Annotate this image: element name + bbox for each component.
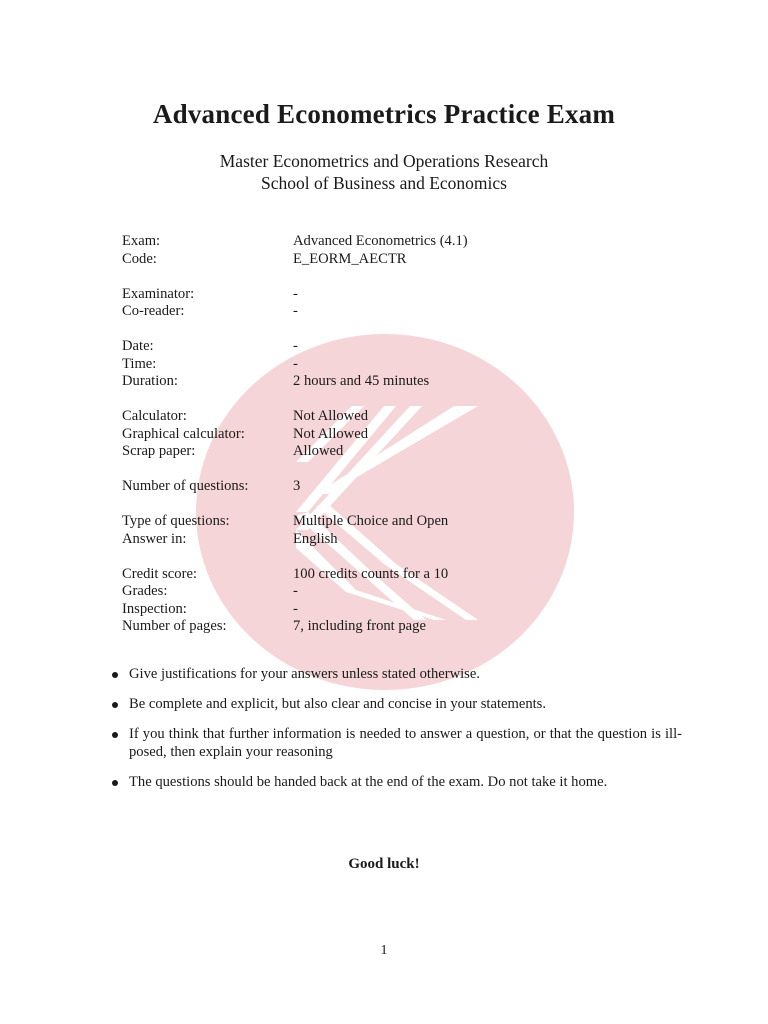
bullet-icon [112, 672, 118, 678]
closing-message: Good luck! [348, 856, 420, 872]
page-number: 1 [380, 943, 388, 958]
info-value: - [293, 338, 298, 354]
info-label: Co-reader: [122, 303, 185, 319]
instruction-text: The questions should be handed back at the end of the exam. Do not take it home. [129, 774, 608, 790]
page-title: Advanced Econometrics Practice Exam [152, 99, 616, 129]
info-value: Not Allowed [293, 425, 368, 442]
info-label: Exam: [122, 233, 161, 249]
list-item [112, 773, 682, 791]
info-value: English [293, 530, 338, 547]
info-value: 100 credits counts for a 10 [293, 565, 449, 582]
info-value: Not Allowed [293, 408, 368, 424]
instruction-text: If you think that further information is needed to answer a question, or that the question is ill-posed, then explain your reasoning [129, 726, 682, 760]
info-label: Code: [122, 250, 157, 267]
info-label: Grades: [122, 583, 168, 599]
info-value: E_EORM_AECTR [293, 250, 407, 267]
info-value: - [293, 355, 298, 372]
info-value: 2 hours and 45 minutes [293, 373, 430, 389]
info-label: Type of questions: [122, 513, 230, 529]
info-value: Advanced Econometrics (4.1) [293, 233, 468, 249]
info-value: - [293, 303, 298, 319]
info-label: Number of questions: [122, 478, 249, 494]
list-item [112, 695, 682, 713]
info-label: Graphical calculator: [122, 425, 245, 442]
list-item [112, 665, 682, 683]
info-value: Multiple Choice and Open [293, 513, 449, 529]
list-item [112, 725, 682, 761]
info-value: - [293, 600, 298, 617]
school-name: School of Business and Economics [261, 173, 507, 193]
info-label: Scrap paper: [122, 443, 196, 459]
info-value: 7, including front page [293, 618, 426, 634]
info-value: - [293, 285, 298, 302]
bullet-icon [112, 732, 118, 738]
bullet-icon [112, 702, 118, 708]
program-name: Master Econometrics and Operations Research [219, 151, 549, 171]
info-label: Calculator: [122, 408, 187, 424]
bullet-icon [112, 780, 118, 786]
instructions-list [112, 665, 682, 803]
info-value: Allowed [293, 443, 344, 459]
info-label: Examinator: [122, 285, 195, 302]
info-value: - [293, 583, 298, 599]
info-label: Answer in: [122, 530, 187, 547]
info-label: Number of pages: [122, 618, 227, 634]
info-label: Credit score: [122, 565, 197, 582]
info-label: Date: [122, 338, 154, 354]
instruction-text: Give justifications for your answers unless stated otherwise. [129, 666, 480, 682]
info-value: 3 [293, 478, 301, 494]
info-label: Duration: [122, 373, 178, 389]
info-label: Inspection: [122, 600, 187, 617]
instruction-text: Be complete and explicit, but also clear and concise in your statements. [129, 696, 547, 712]
info-label: Time: [122, 355, 157, 372]
